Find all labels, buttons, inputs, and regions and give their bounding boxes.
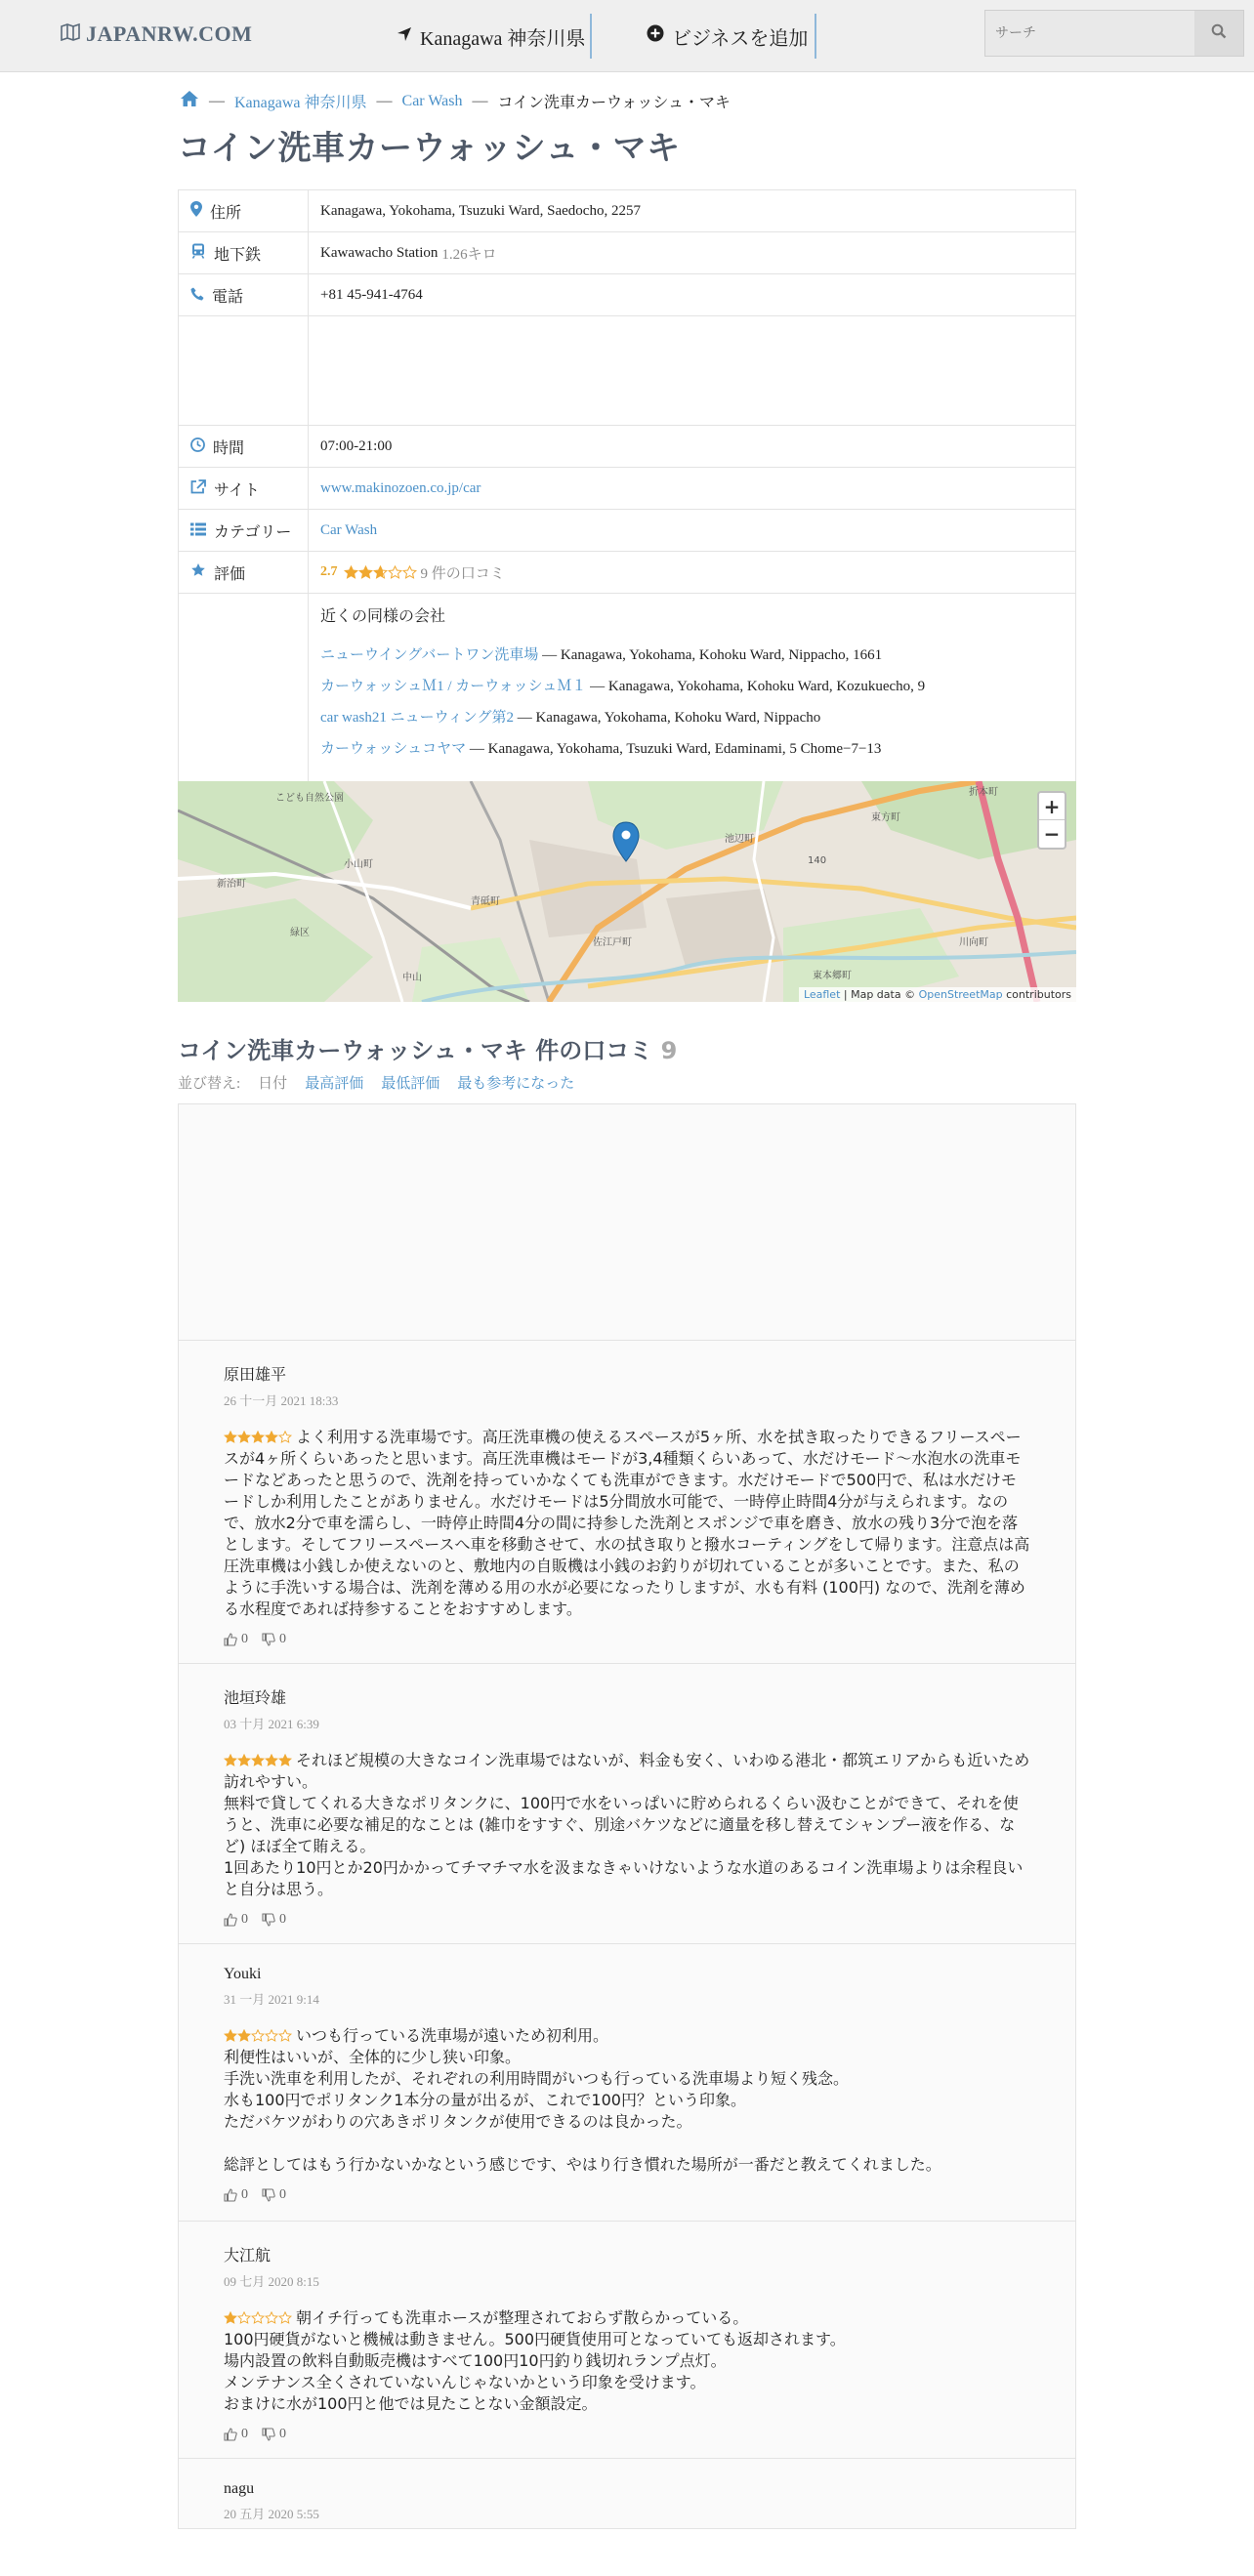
star-empty-icon — [278, 2311, 292, 2325]
review-author: 大江航 — [224, 2248, 272, 2264]
plus-circle-icon — [647, 24, 664, 48]
star-full-icon — [251, 1431, 265, 1444]
vote-down-count: 0 — [279, 2427, 286, 2441]
sort-bar — [178, 1072, 574, 1093]
address-label: 住所 — [210, 202, 242, 222]
nearby-address: — Kanagawa, Yokohama, Kohoku Ward, Nippacho, 1661 — [538, 647, 883, 663]
review-item — [179, 1341, 1075, 1664]
vote-up-count: 0 — [241, 1632, 248, 1646]
external-link-icon — [190, 479, 206, 498]
attribution-end: contributors — [1002, 988, 1071, 1001]
nearby-link[interactable]: カーウォッシュＭ1 / カーウォッシュＭ１ — [320, 679, 587, 694]
map-attribution — [799, 987, 1076, 1002]
subway-label: 地下鉄 — [214, 244, 262, 264]
review-date: 26 十一月 2021 18:33 — [224, 1393, 339, 1408]
review-count[interactable]: 9 件の口コミ — [420, 565, 505, 582]
sort-label: 並び替え: — [178, 1076, 241, 1092]
reviews-list — [178, 1103, 1076, 2529]
empty-value-cell — [309, 316, 1075, 425]
nearby-item — [320, 708, 1064, 728]
nearby-link[interactable]: car wash21 ニューウィング第2 — [320, 710, 514, 726]
review-item — [179, 2222, 1075, 2459]
sort-highest[interactable]: 最高評価 — [305, 1076, 364, 1092]
site-value-cell — [309, 468, 1075, 509]
address-row — [179, 190, 1075, 232]
hours-label-cell — [179, 426, 309, 467]
thumbs-up-icon — [224, 2428, 237, 2441]
thumbs-up-icon — [224, 2188, 237, 2202]
vote-down-count: 0 — [279, 1912, 286, 1927]
vote-down[interactable] — [262, 1912, 286, 1928]
review-author: 池垣玲雄 — [224, 1690, 287, 1707]
site-label-cell — [179, 468, 309, 509]
review-body — [224, 2025, 1030, 2176]
nav-divider — [590, 14, 592, 59]
review-author: 原田雄平 — [224, 1367, 287, 1384]
vote-up-count: 0 — [241, 1912, 248, 1927]
page-title: コイン洗車カーウォッシュ・マキ — [178, 129, 681, 168]
review-item — [179, 1944, 1075, 2222]
vote-up[interactable] — [224, 2187, 248, 2203]
station-name: Kawawacho Station — [320, 244, 439, 261]
rating-label: 評価 — [214, 563, 246, 583]
review-text: それほど規模の大きなコイン洗車場ではないが、料金も安く、いわゆる港北・都筑エリアからも近いため訪れやすい。 無料で貸してくれる大きなポリタンクに、100円で水をいっぱいに貯められるくらい汲むことができて、それを使うと、洗車に必要な補足的なことは (雑巾をすすぐ、別途バケツなどに適量を移し替えてシャンプー液を作る、など) ほぼ全て賄える。 1回あたり10円とか20円かかってチマチマ水を汲まなきゃいけないような水道のあるコイン洗車場よりは余程良いと自分は思う。 — [224, 1751, 1030, 1898]
vote-down[interactable] — [262, 2187, 286, 2203]
breadcrumb-separator: — — [209, 92, 225, 109]
nearby-address: — Kanagawa, Yokohama, Kohoku Ward, Nippacho — [513, 710, 821, 726]
map-label: 140 — [808, 855, 827, 866]
breadcrumb-category[interactable]: Car Wash — [401, 92, 463, 109]
nav-location-label: Kanagawa 神奈川県 — [420, 27, 586, 50]
hours-label: 時間 — [213, 437, 245, 457]
thumbs-down-icon — [262, 1633, 275, 1646]
reviews-heading-text: コイン洗車カーウォッシュ・マキ 件の口コミ — [178, 1037, 653, 1064]
home-icon[interactable] — [180, 90, 199, 112]
star-full-icon — [251, 1754, 265, 1767]
star-full-icon — [237, 1754, 251, 1767]
thumbs-down-icon — [262, 2428, 275, 2441]
review-body — [224, 2307, 1030, 2415]
star-icon — [190, 562, 206, 582]
phone-label-cell — [179, 274, 309, 315]
rating-stars — [344, 565, 417, 580]
review-text: いつも行っている洗車場が遠いため初利用。 利便性はいいが、全体的に少し狭い印象。 手洗い洗車を利用したが、それぞれの利用時間がいつも行っている洗車場より短く残念。 水も100円でポリタンク1本分の量が出るが、これで100円？という印象。 ただバケツがわりの穴あきポリタンクが使用できるのは良かった。 総評としてはもう行かないかなという感じです、やはり行き慣れた場所が一番だと教えてくれました。 — [224, 2026, 941, 2174]
vote-up-count: 0 — [241, 2187, 248, 2202]
rating-row — [179, 552, 1075, 594]
map-zoom-control — [1037, 791, 1066, 850]
map-marker-icon — [190, 201, 202, 221]
star-full-icon — [278, 1754, 292, 1767]
business-info-table — [178, 189, 1076, 782]
rating-label-cell — [179, 552, 309, 593]
review-item — [179, 2459, 1075, 2576]
nearby-label-cell — [179, 594, 309, 781]
nearby-row — [179, 594, 1075, 781]
phone-icon — [190, 286, 204, 305]
vote-up-count: 0 — [241, 2427, 248, 2441]
subway-row — [179, 232, 1075, 274]
review-stars — [224, 1431, 292, 1444]
star-empty-icon — [278, 1431, 292, 1444]
sort-lowest[interactable]: 最低評価 — [381, 1076, 440, 1092]
subway-label-cell — [179, 232, 309, 273]
train-icon — [190, 243, 206, 263]
thumbs-down-icon — [262, 1913, 275, 1927]
osm-link[interactable]: OpenStreetMap — [918, 988, 1003, 1001]
empty-label-cell — [179, 316, 309, 425]
clock-icon — [190, 437, 205, 456]
review-text: よく利用する洗車場です。高圧洗車機の使えるスペースが5ヶ所、水を拭き取ったりできるフリースペースが4ヶ所くらいあったと思います。高圧洗車機はモードが3,4種類くらいあって、水だけモード〜水泡水の洗車モードなどあったと思うので、洗剤を持っていかなくても洗車ができます。水だけモードで500円で、私は水だけモードしか利用したことがありません。水だけモードは5分間放水可能で、一時停止時間4分が与えられます。なので、放水2分で車を濡らし、一時停止時間4分の間に持参した洗剤とスポンジで車を磨き、放水の残り3分で泡を落とします。そしてフリースペースへ車を移動させて、水の拭き取りと撥水コーティングをして帰ります。注意点は高圧洗車機は小銭しか使えないのと、敷地内の自販機は小銭のお釣りが切れていることが多いことです。また、私のように手洗いする場合は、洗剤を薄める用の水が必要になったりしますが、水も有料 (100円) なので、洗剤を薄める水程度であれば持参することをおすすめします。 — [224, 1428, 1030, 1618]
map-label: 青砥町 — [471, 896, 500, 907]
attribution-text: | Map data © — [840, 988, 919, 1001]
nearby-title: 近くの同様の会社 — [320, 606, 446, 625]
thumbs-up-icon — [224, 1913, 237, 1927]
map-tiles — [178, 781, 1076, 1002]
map-label: 中山 — [402, 973, 422, 983]
map-label: 東方町 — [871, 812, 900, 823]
map-label: 池辺町 — [725, 834, 754, 845]
review-author: nagu — [224, 2480, 255, 2497]
rating-value-cell — [309, 552, 1075, 593]
map-label: 緑区 — [290, 928, 310, 938]
site-label: サイト — [214, 479, 260, 499]
category-value-cell — [309, 510, 1075, 551]
nearby-item — [320, 739, 1064, 760]
star-full-icon — [224, 1431, 237, 1444]
review-votes — [224, 1912, 1030, 1928]
map-icon — [61, 21, 80, 47]
nav-divider — [815, 14, 816, 59]
vote-up[interactable] — [224, 1632, 248, 1647]
reviews-count: 9 — [660, 1037, 678, 1064]
search-button[interactable] — [1194, 11, 1243, 56]
list-icon — [190, 521, 206, 540]
phone-row — [179, 274, 1075, 316]
star-full-icon — [265, 1431, 278, 1444]
star-empty-icon — [237, 2311, 251, 2325]
review-body — [224, 1750, 1030, 1900]
breadcrumb-current: コイン洗車カーウォッシュ・マキ — [497, 95, 732, 111]
site-row — [179, 468, 1075, 510]
top-header — [0, 0, 1254, 72]
star-full-icon — [224, 2311, 237, 2325]
phone-value[interactable]: +81 45-941-4764 — [320, 286, 423, 303]
map-label: 折本町 — [969, 787, 998, 798]
nav-add-business-label: ビジネスを追加 — [672, 27, 809, 50]
nav-add-business[interactable] — [635, 14, 819, 59]
review-date: 03 十月 2021 6:39 — [224, 1717, 319, 1731]
category-label: カテゴリー — [214, 521, 292, 541]
site-logo[interactable] — [61, 21, 252, 47]
map-label: こども自然公園 — [275, 793, 344, 804]
breadcrumb-region[interactable]: Kanagawa 神奈川県 — [234, 95, 367, 111]
sort-helpful[interactable]: 最も参考になった — [457, 1076, 575, 1092]
star-full-icon — [224, 1754, 237, 1767]
star-full-icon — [237, 1431, 251, 1444]
star-empty-icon — [265, 2311, 278, 2325]
category-link[interactable]: Car Wash — [320, 521, 378, 538]
thumbs-down-icon — [262, 2188, 275, 2202]
star-full-icon — [224, 2029, 237, 2043]
review-votes — [224, 2427, 1030, 2442]
site-logo-text: JAPANRW.COM — [86, 21, 253, 46]
nearby-list — [309, 594, 1075, 781]
search-input[interactable] — [985, 11, 1194, 56]
phone-label: 電話 — [212, 286, 244, 306]
vote-down[interactable] — [262, 2427, 286, 2442]
star-half-icon — [373, 565, 388, 580]
review-author: Youki — [224, 1966, 262, 1982]
nearby-item — [320, 677, 1064, 697]
vote-down-count: 0 — [279, 1632, 286, 1646]
star-empty-icon — [402, 565, 417, 580]
breadcrumb-separator: — — [472, 92, 488, 109]
address-label-cell — [179, 190, 309, 231]
map-label: 佐江戸町 — [593, 937, 632, 948]
search-icon — [1211, 23, 1227, 44]
site-link[interactable]: www.makinozoen.co.jp/car — [320, 479, 481, 496]
nearby-item — [320, 645, 1064, 666]
breadcrumb-separator: — — [376, 92, 393, 109]
map-label: 小山町 — [344, 859, 373, 870]
review-votes — [224, 1632, 1030, 1647]
vote-up[interactable] — [224, 1912, 248, 1928]
map-label: 川向町 — [959, 937, 988, 948]
category-row — [179, 510, 1075, 552]
review-body — [224, 1427, 1030, 1620]
review-date: 09 七月 2020 8:15 — [224, 2274, 319, 2289]
zoom-in-button[interactable]: + — [1039, 793, 1065, 820]
station-distance: 1.26キロ — [441, 246, 497, 263]
star-empty-icon — [265, 2029, 278, 2043]
breadcrumb — [180, 90, 731, 112]
review-date: 20 五月 2020 5:55 — [224, 2507, 319, 2521]
review-stars — [224, 2311, 292, 2325]
star-full-icon — [265, 1754, 278, 1767]
nearby-link[interactable]: ニューウイングバートワン洗車場 — [320, 647, 539, 663]
review-votes — [224, 2187, 1030, 2203]
review-stars — [224, 1754, 292, 1767]
location-arrow-icon — [397, 25, 412, 48]
star-full-icon — [358, 565, 373, 580]
star-full-icon — [344, 565, 358, 580]
nearby-address: — Kanagawa, Yokohama, Tsuzuki Ward, Edaminami, 5 Chome−7−13 — [466, 741, 882, 757]
vote-down[interactable] — [262, 1632, 286, 1647]
sort-date[interactable]: 日付 — [258, 1076, 288, 1092]
star-empty-icon — [251, 2311, 265, 2325]
search-box — [984, 10, 1244, 57]
reviews-heading — [178, 1031, 677, 1065]
star-empty-icon — [388, 565, 402, 580]
star-empty-icon — [251, 2029, 265, 2043]
address-value: Kanagawa, Yokohama, Tsuzuki Ward, Saedocho, 2257 — [320, 202, 641, 219]
vote-down-count: 0 — [279, 2187, 286, 2202]
star-full-icon — [237, 2029, 251, 2043]
thumbs-up-icon — [224, 1633, 237, 1646]
map-label: 新治町 — [217, 879, 246, 890]
nearby-link[interactable]: カーウォッシュコヤマ — [320, 741, 467, 757]
hours-value: 07:00-21:00 — [320, 437, 393, 454]
review-item — [179, 1664, 1075, 1944]
nav-location[interactable] — [385, 14, 597, 59]
review-date: 31 一月 2021 9:14 — [224, 1992, 319, 2007]
review-text: 朝イチ行っても洗車ホースが整理されておらず散らかっている。 100円硬貨がないと機械は動きません。500円硬貨使用可となっていても返却されます。 場内設置の飲料自動販売機はすべて100円10円釣り銭切れランプ点灯。 メンテナンス全くされていないんじゃないかという印象を受けます。 おまけに水が100円と他では見たことない金額設定。 — [224, 2308, 846, 2413]
empty-ad-row — [179, 316, 1075, 426]
zoom-out-button[interactable]: − — [1043, 822, 1061, 846]
hours-row — [179, 426, 1075, 468]
star-empty-icon — [278, 2029, 292, 2043]
rating-number: 2.7 — [320, 564, 338, 579]
review-stars — [224, 2029, 292, 2043]
nearby-address: — Kanagawa, Yokohama, Kohoku Ward, Kozukuecho, 9 — [586, 679, 926, 694]
vote-up[interactable] — [224, 2427, 248, 2442]
subway-value — [309, 232, 1075, 273]
leaflet-link[interactable]: Leaflet — [803, 988, 841, 1001]
map-label: 東本郷町 — [813, 971, 852, 981]
category-label-cell — [179, 510, 309, 551]
ad-space — [179, 1104, 1075, 1341]
location-map[interactable] — [178, 781, 1076, 1002]
